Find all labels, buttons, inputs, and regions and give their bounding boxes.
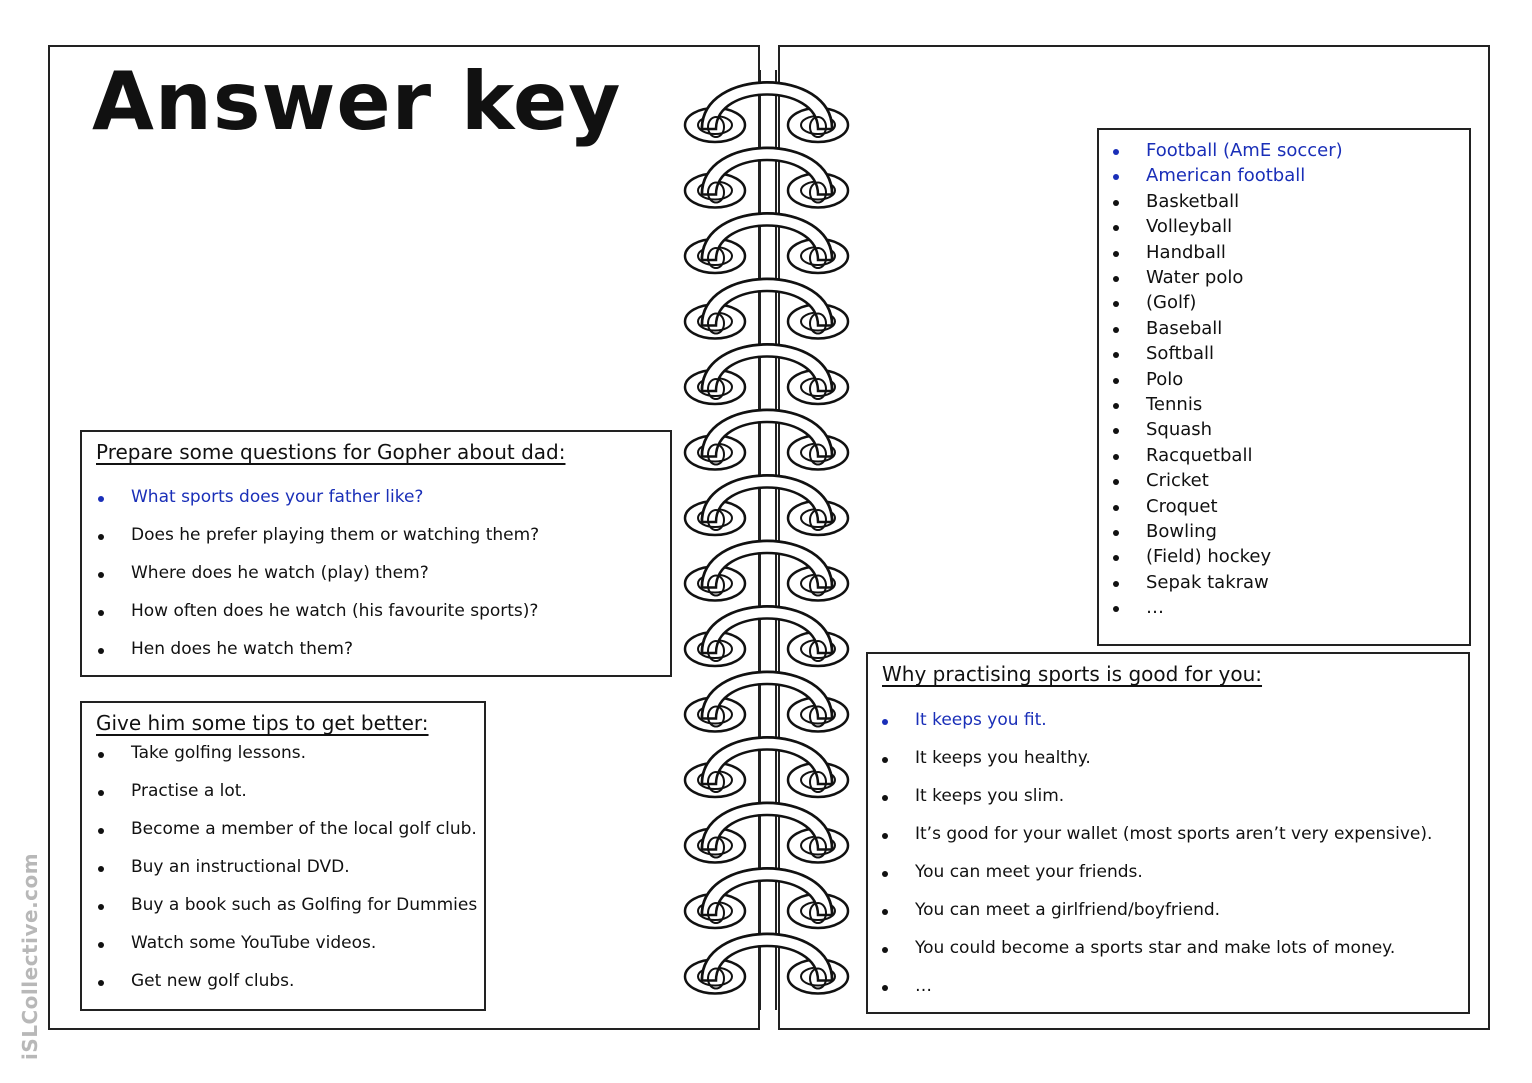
- list-item-text: …: [1146, 597, 1164, 619]
- spiral-ring-icon: [685, 672, 848, 732]
- list-item-text: Tennis: [1146, 394, 1203, 415]
- bullet-icon: [882, 757, 888, 763]
- list-item-text: Water polo: [1146, 267, 1244, 288]
- bullet-icon: [1113, 581, 1119, 587]
- list-item-text: American football: [1146, 165, 1306, 187]
- tips-heading: Give him some tips to get better:: [96, 711, 429, 735]
- list-item-text: Volleyball: [1146, 216, 1233, 238]
- list-item-text: Croquet: [1146, 495, 1218, 517]
- spiral-ring-icon: [685, 607, 848, 667]
- bullet-icon: [98, 648, 104, 654]
- bullet-icon: [882, 833, 888, 839]
- spiral-ring-icon: [685, 214, 848, 274]
- list-item-text: Take golfing lessons.: [131, 743, 307, 763]
- list-item-text: Get new golf clubs.: [131, 971, 295, 991]
- bullet-icon: [1113, 276, 1119, 282]
- list-item-text: It keeps you fit.: [915, 710, 1047, 730]
- spiral-ring-icon: [685, 869, 848, 929]
- spiral-ring-icon: [685, 738, 848, 798]
- list-item-text: Basketball: [1146, 190, 1240, 212]
- list-item-text: Watch some YouTube videos.: [131, 933, 377, 953]
- list-item-text: Become a member of the local golf club.: [131, 819, 477, 839]
- spiral-ring-icon: [685, 345, 848, 405]
- bullet-icon: [1113, 530, 1119, 536]
- spiral-ring-icon: [685, 476, 848, 536]
- bullet-icon: [882, 795, 888, 801]
- list-item-text: Practise a lot.: [131, 781, 247, 801]
- list-item-text: Sepak takraw: [1146, 571, 1269, 593]
- list-item-text: Handball: [1146, 241, 1226, 263]
- bullet-icon: [1113, 555, 1119, 561]
- spiral-binding-icon: [680, 70, 855, 1010]
- why-sports-box: [866, 652, 1470, 1014]
- spiral-ring-icon: [685, 934, 848, 994]
- list-item-text: Buy a book such as Golfing for Dummies: [131, 895, 478, 915]
- bullet-icon: [98, 828, 104, 834]
- list-item-text: Squash: [1146, 419, 1213, 441]
- list-item-text: What sports does your father like?: [131, 487, 424, 507]
- list-item-text: Cricket: [1146, 470, 1209, 492]
- list-item-text: Where does he watch (play) them?: [131, 563, 429, 583]
- list-item-text: Softball: [1146, 343, 1214, 365]
- questions-box: [80, 430, 672, 677]
- bullet-icon: [1113, 327, 1119, 333]
- list-item-text: Does he prefer playing them or watching them?: [131, 525, 540, 545]
- bullet-icon: [882, 985, 888, 991]
- why-heading: Why practising sports is good for you:: [882, 662, 1263, 686]
- spiral-ring-icon: [685, 83, 848, 143]
- sports-list-box: [1097, 128, 1471, 646]
- bullet-icon: [1113, 378, 1119, 384]
- bullet-icon: [98, 610, 104, 616]
- bullet-icon: [1113, 200, 1119, 206]
- watermark: iSLCollective.com: [18, 852, 42, 1060]
- list-item-text: It keeps you healthy.: [915, 748, 1091, 768]
- list-item-text: You can meet a girlfriend/boyfriend.: [915, 900, 1221, 920]
- bullet-icon: [1113, 454, 1119, 460]
- bullet-icon: [1113, 301, 1119, 307]
- bullet-icon: [1113, 174, 1119, 180]
- spiral-ring-icon: [685, 541, 848, 601]
- bullet-icon: [882, 947, 888, 953]
- bullet-icon: [98, 904, 104, 910]
- list-item-text: (Golf): [1146, 292, 1197, 314]
- bullet-icon: [1113, 479, 1119, 485]
- bullet-icon: [98, 790, 104, 796]
- bullet-icon: [1113, 352, 1119, 358]
- list-item-text: (Field) hockey: [1146, 546, 1272, 568]
- bullet-icon: [882, 909, 888, 915]
- page-title: Answer key: [92, 55, 622, 148]
- tips-box: [80, 701, 486, 1011]
- bullet-icon: [98, 572, 104, 578]
- bullet-icon: [1113, 403, 1119, 409]
- list-item-text: Hen does he watch them?: [131, 639, 353, 659]
- questions-heading: Prepare some questions for Gopher about dad:: [96, 440, 566, 464]
- spiral-ring-icon: [685, 803, 848, 863]
- bullet-icon: [98, 866, 104, 872]
- list-item-text: Buy an instructional DVD.: [131, 857, 350, 877]
- list-item-text: It’s good for your wallet (most sports aren’t very expensive).: [915, 824, 1433, 844]
- list-item-text: You can meet your friends.: [915, 862, 1143, 882]
- list-item-text: Bowling: [1146, 521, 1217, 542]
- bullet-icon: [1113, 149, 1119, 155]
- list-item-text: …: [915, 976, 932, 996]
- list-item-text: It keeps you slim.: [915, 786, 1065, 806]
- bullet-icon: [882, 871, 888, 877]
- bullet-icon: [98, 496, 104, 502]
- bullet-icon: [1113, 606, 1119, 612]
- bullet-icon: [1113, 251, 1119, 257]
- list-item-text: Baseball: [1146, 317, 1223, 339]
- list-item-text: Racquetball: [1146, 444, 1253, 466]
- bullet-icon: [98, 942, 104, 948]
- bullet-icon: [98, 534, 104, 540]
- spiral-ring-icon: [685, 148, 848, 208]
- list-item-text: You could become a sports star and make lots of money.: [915, 938, 1396, 958]
- spiral-ring-icon: [685, 410, 848, 470]
- list-item-text: Polo: [1146, 368, 1184, 390]
- bullet-icon: [882, 719, 888, 725]
- bullet-icon: [1113, 505, 1119, 511]
- bullet-icon: [98, 752, 104, 758]
- bullet-icon: [1113, 428, 1119, 434]
- list-item-text: Football (AmE soccer): [1146, 140, 1343, 161]
- spiral-ring-icon: [685, 279, 848, 339]
- bullet-icon: [1113, 225, 1119, 231]
- bullet-icon: [98, 980, 104, 986]
- list-item-text: How often does he watch (his favourite sports)?: [131, 601, 539, 621]
